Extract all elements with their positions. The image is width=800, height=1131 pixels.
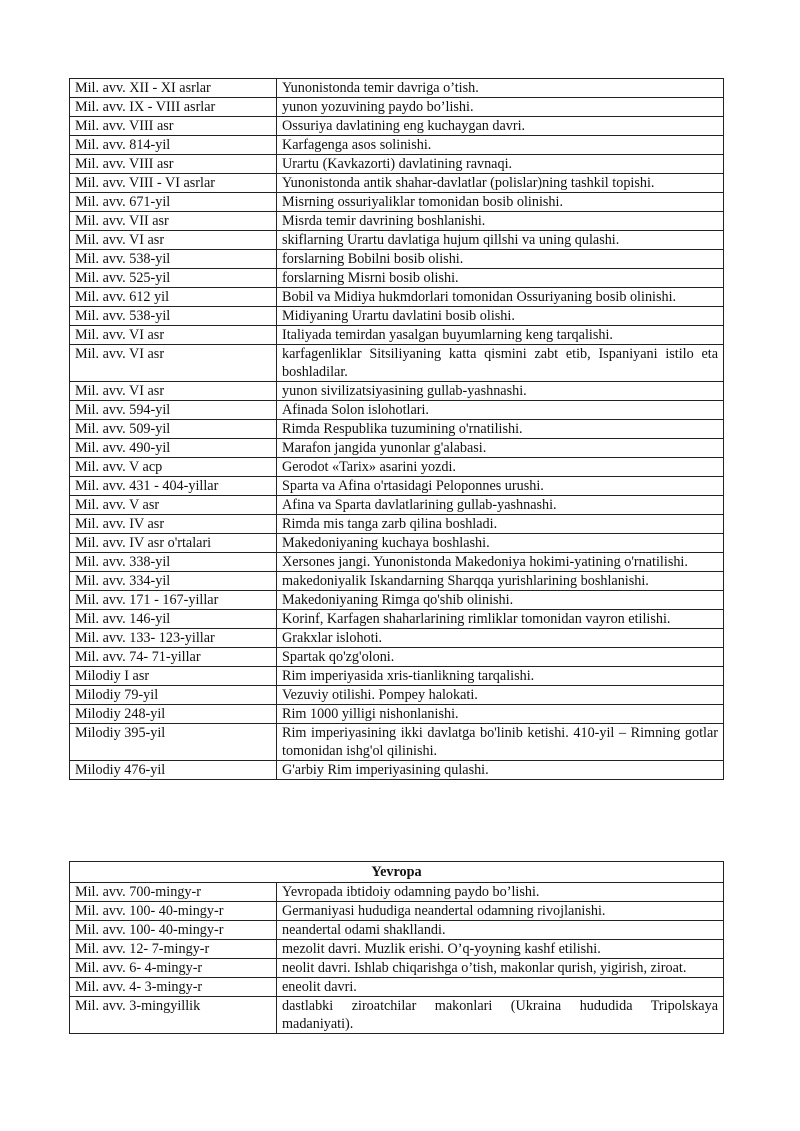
table-row <box>70 553 724 572</box>
date-cell: Mil. avv. VIII asr <box>70 155 277 174</box>
table-row <box>70 496 724 515</box>
table-row <box>70 288 724 307</box>
table-row <box>70 477 724 496</box>
date-cell: Mil. avv. IV asr <box>70 515 277 534</box>
date-cell: Mil. avv. VII asr <box>70 212 277 231</box>
table-row <box>70 98 724 117</box>
event-cell: yunon sivilizatsiyasining gullab-yashnashi. <box>277 382 724 401</box>
table-row <box>70 382 724 401</box>
date-cell: Mil. avv. 74- 71-yillar <box>70 648 277 667</box>
table-row <box>70 515 724 534</box>
table-row <box>70 345 724 382</box>
date-cell: Mil. avv. VI asr <box>70 382 277 401</box>
date-cell: Milodiy I asr <box>70 667 277 686</box>
table-row <box>70 231 724 250</box>
event-cell: Germaniyasi hududiga neandertal odamning rivojlanishi. <box>277 902 724 921</box>
event-cell: Yevropada ibtidoiy odamning paydo bo’lishi. <box>277 883 724 902</box>
event-cell: Rim imperiyasining ikki davlatga bo'linib ketishi. 410-yil – Rimning gotlar tomonidan ishg'ol qilinishi. <box>277 724 724 761</box>
date-cell: Mil. avv. 490-yil <box>70 439 277 458</box>
table-header-row <box>70 862 724 883</box>
date-cell: Mil. avv. 133- 123-yillar <box>70 629 277 648</box>
date-cell: Mil. avv. 538-yil <box>70 307 277 326</box>
table-row <box>70 629 724 648</box>
table-row <box>70 648 724 667</box>
event-cell: Gerodot «Tarix» asarini yozdi. <box>277 458 724 477</box>
event-cell: G'arbiy Rim imperiyasining qulashi. <box>277 761 724 780</box>
event-cell: Afina va Sparta davlatlarining gullab-yashnashi. <box>277 496 724 515</box>
table-row <box>70 439 724 458</box>
date-cell: Mil. avv. 4- 3-mingy-r <box>70 978 277 997</box>
date-cell: Mil. avv. 612 yil <box>70 288 277 307</box>
date-cell: Mil. avv. VI asr <box>70 345 277 382</box>
table-row <box>70 307 724 326</box>
event-cell: Italiyada temirdan yasalgan buyumlarning keng tarqalishi. <box>277 326 724 345</box>
table-row <box>70 761 724 780</box>
event-cell: Makedoniyaning kuchaya boshlashi. <box>277 534 724 553</box>
event-cell: Misrning ossuriyaliklar tomonidan bosib olinishi. <box>277 193 724 212</box>
date-cell: Mil. avv. IV asr o'rtalari <box>70 534 277 553</box>
date-cell: Mil. avv. VI asr <box>70 231 277 250</box>
table-row <box>70 921 724 940</box>
table-row <box>70 591 724 610</box>
date-cell: Mil. avv. 6- 4-mingy-r <box>70 959 277 978</box>
date-cell: Mil. avv. 3-mingyillik <box>70 997 277 1034</box>
date-cell: Mil. avv. 671-yil <box>70 193 277 212</box>
event-cell: Urartu (Kavkazorti) davlatining ravnaqi. <box>277 155 724 174</box>
europe-chronology-table <box>69 861 724 1034</box>
table-row <box>70 724 724 761</box>
event-cell: Rimda Respublika tuzumining o'rnatilishi. <box>277 420 724 439</box>
date-cell: Mil. avv. VI asr <box>70 326 277 345</box>
event-cell: Rim 1000 yilligi nishonlanishi. <box>277 705 724 724</box>
event-cell: Grakxlar islohoti. <box>277 629 724 648</box>
event-cell: dastlabki ziroatchilar makonlari (Ukraina hududida Tripolskaya madaniyati). <box>277 997 724 1034</box>
table-row <box>70 269 724 288</box>
event-cell: Misrda temir davrining boshlanishi. <box>277 212 724 231</box>
event-cell: neolit davri. Ishlab chiqarishga o’tish, makonlar qurish, yigirish, ziroat. <box>277 959 724 978</box>
event-cell: Xersones jangi. Yunonistonda Makedoniya hokimi-yatining o'rnatilishi. <box>277 553 724 572</box>
table-row <box>70 978 724 997</box>
table-row <box>70 610 724 629</box>
table-row <box>70 136 724 155</box>
event-cell: yunon yozuvining paydo bo’lishi. <box>277 98 724 117</box>
date-cell: Mil. avv. 509-yil <box>70 420 277 439</box>
date-cell: Mil. avv. IX - VIII asrlar <box>70 98 277 117</box>
event-cell: Bobil va Midiya hukmdorlari tomonidan Ossuriyaning bosib olinishi. <box>277 288 724 307</box>
date-cell: Milodiy 476-yil <box>70 761 277 780</box>
event-cell: Spartak qo'zg'oloni. <box>277 648 724 667</box>
date-cell: Milodiy 395-yil <box>70 724 277 761</box>
date-cell: Mil. avv. 594-yil <box>70 401 277 420</box>
table-row <box>70 458 724 477</box>
table-row <box>70 401 724 420</box>
event-cell: forslarning Misrni bosib olishi. <box>277 269 724 288</box>
date-cell: Mil. avv. 171 - 167-yillar <box>70 591 277 610</box>
date-cell: Mil. avv. 431 - 404-yillar <box>70 477 277 496</box>
section-title-europe: Yevropa <box>70 862 724 883</box>
event-cell: eneolit davri. <box>277 978 724 997</box>
date-cell: Mil. avv. 525-yil <box>70 269 277 288</box>
event-cell: Midiyaning Urartu davlatini bosib olishi. <box>277 307 724 326</box>
table-row <box>70 326 724 345</box>
table-row <box>70 940 724 959</box>
date-cell: Mil. avv. 146-yil <box>70 610 277 629</box>
event-cell: neandertal odami shakllandi. <box>277 921 724 940</box>
date-cell: Mil. avv. 700-mingy-r <box>70 883 277 902</box>
chronology-table <box>69 78 724 780</box>
event-cell: Ossuriya davlatining eng kuchaygan davri. <box>277 117 724 136</box>
table-row <box>70 959 724 978</box>
table-row <box>70 667 724 686</box>
table-row <box>70 686 724 705</box>
event-cell: Karfagenga asos solinishi. <box>277 136 724 155</box>
event-cell: Yunonistonda temir davriga o’tish. <box>277 79 724 98</box>
event-cell: skiflarning Urartu davlatiga hujum qillshi va uning qulashi. <box>277 231 724 250</box>
event-cell: Afinada Solon islohotlari. <box>277 401 724 420</box>
table-row <box>70 534 724 553</box>
event-cell: karfagenliklar Sitsiliyaning katta qismini zabt etib, Ispaniyani istilo eta boshladilar. <box>277 345 724 382</box>
table-row <box>70 420 724 439</box>
table-row <box>70 79 724 98</box>
date-cell: Mil. avv. 12- 7-mingy-r <box>70 940 277 959</box>
event-cell: Yunonistonda antik shahar-davlatlar (polislar)ning tashkil topishi. <box>277 174 724 193</box>
date-cell: Mil. avv. VIII - VI asrlar <box>70 174 277 193</box>
date-cell: Milodiy 79-yil <box>70 686 277 705</box>
table-row <box>70 174 724 193</box>
date-cell: Mil. avv. VIII asr <box>70 117 277 136</box>
event-cell: Makedoniyaning Rimga qo'shib olinishi. <box>277 591 724 610</box>
table-row <box>70 212 724 231</box>
event-cell: mezolit davri. Muzlik erishi. O’q-yoyning kashf etilishi. <box>277 940 724 959</box>
table-row <box>70 250 724 269</box>
date-cell: Mil. avv. 538-yil <box>70 250 277 269</box>
table-row <box>70 193 724 212</box>
table-row <box>70 572 724 591</box>
table-row <box>70 902 724 921</box>
event-cell: Vezuviy otilishi. Pompey halokati. <box>277 686 724 705</box>
event-cell: Rimda mis tanga zarb qilina boshladi. <box>277 515 724 534</box>
date-cell: Mil. avv. XII - XI asrlar <box>70 79 277 98</box>
table-row <box>70 155 724 174</box>
date-cell: Mil. avv. V asr <box>70 496 277 515</box>
date-cell: Mil. avv. V acp <box>70 458 277 477</box>
event-cell: forslarning Bobilni bosib olishi. <box>277 250 724 269</box>
date-cell: Mil. avv. 334-yil <box>70 572 277 591</box>
date-cell: Mil. avv. 100- 40-mingy-r <box>70 902 277 921</box>
date-cell: Mil. avv. 338-yil <box>70 553 277 572</box>
event-cell: Rim imperiyasida xris-tianlikning tarqalishi. <box>277 667 724 686</box>
table-row <box>70 883 724 902</box>
table-row <box>70 997 724 1034</box>
table-row <box>70 705 724 724</box>
event-cell: Korinf, Karfagen shaharlarining rimliklar tomonidan vayron etilishi. <box>277 610 724 629</box>
date-cell: Mil. avv. 100- 40-mingy-r <box>70 921 277 940</box>
table-row <box>70 117 724 136</box>
date-cell: Milodiy 248-yil <box>70 705 277 724</box>
event-cell: Sparta va Afina o'rtasidagi Peloponnes urushi. <box>277 477 724 496</box>
date-cell: Mil. avv. 814-yil <box>70 136 277 155</box>
event-cell: makedoniyalik Iskandarning Sharqqa yurishlarining boshlanishi. <box>277 572 724 591</box>
event-cell: Marafon jangida yunonlar g'alabasi. <box>277 439 724 458</box>
